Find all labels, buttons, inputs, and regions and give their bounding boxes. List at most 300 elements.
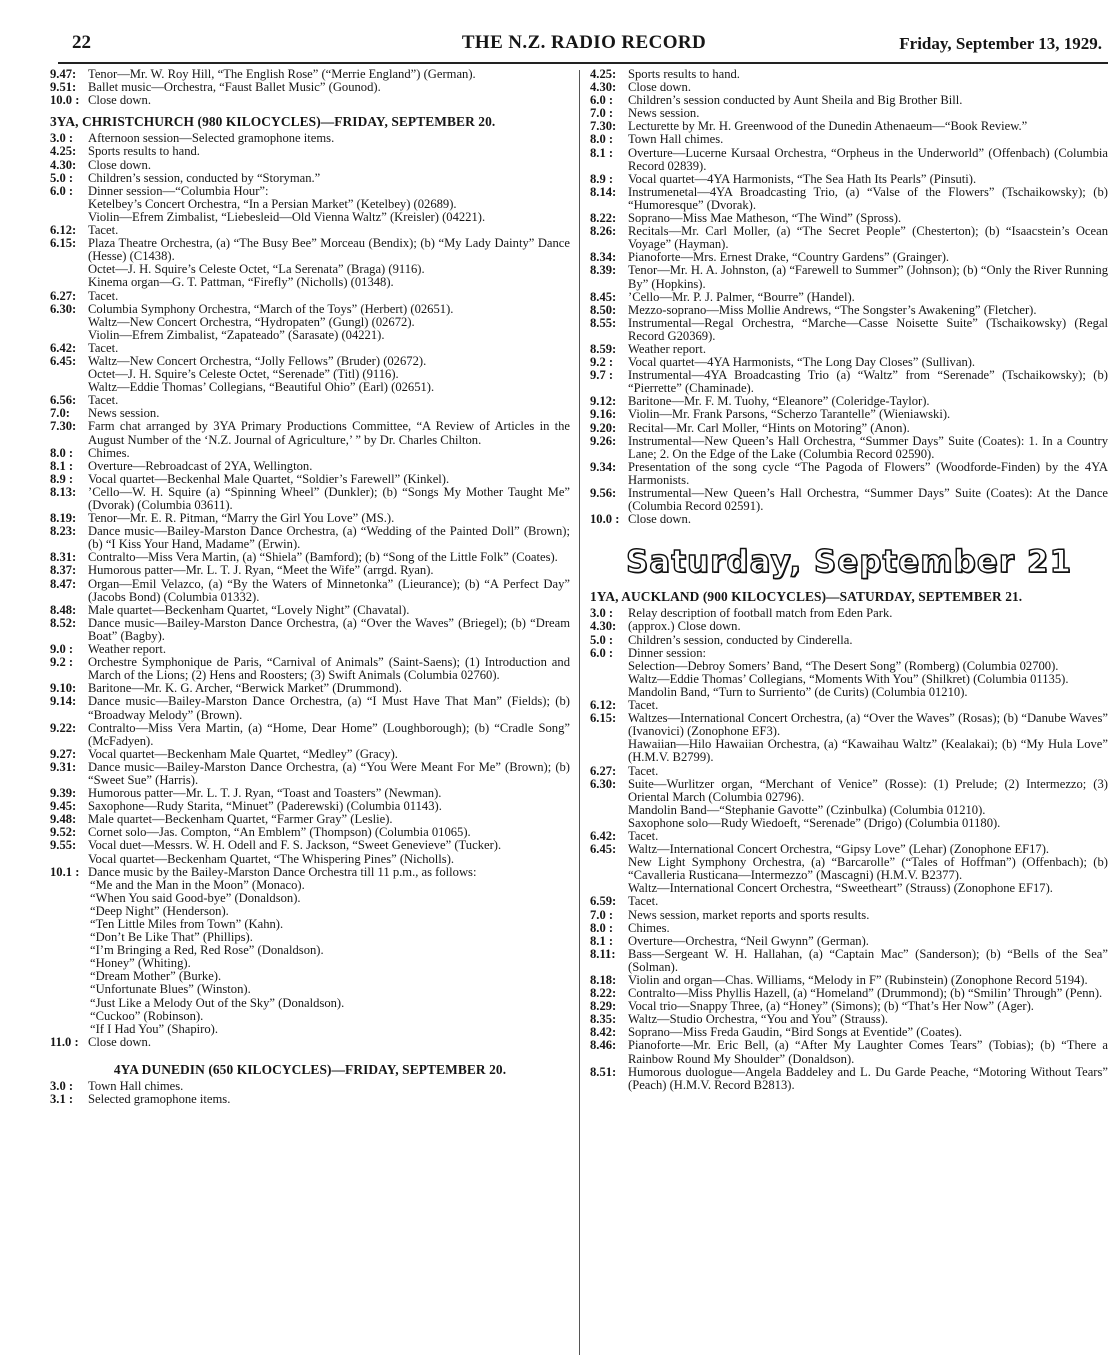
dunedin-schedule-continued xyxy=(590,68,1108,526)
schedule-entry xyxy=(590,922,1108,935)
schedule-entry xyxy=(590,369,1108,395)
entry-time: 8.9 : xyxy=(50,471,74,486)
entry-time: 9.2 : xyxy=(590,355,614,370)
song-title: “When You said Good-bye” (Donaldson). xyxy=(90,890,301,905)
entry-time: 6.56: xyxy=(50,393,77,408)
entry-time: 6.27: xyxy=(50,288,77,303)
entry-time: 6.12: xyxy=(590,698,617,713)
song-title: “Don’t Be Like That” (Phillips). xyxy=(90,930,253,945)
entry-time: 8.59: xyxy=(590,341,617,356)
entry-text: Waltz—Studio Orchestra, “You and You” (Strauss). xyxy=(628,1012,889,1027)
entry-text: Violin—Efrem Zimbalist, “Liebesleid—Old Vienna Waltz” (Kreisler) (04221). xyxy=(88,209,486,224)
entry-time: 8.37: xyxy=(50,563,77,578)
entry-text: Waltz—New Concert Orchestra, “Jolly Fellows” (Bruder) (02672). xyxy=(88,353,427,368)
schedule-entry xyxy=(590,264,1108,290)
entry-text: Weather report. xyxy=(628,341,707,356)
entry-text: Octet—J. H. Squire’s Celeste Octet, “Serenade” (Titl) (9116). xyxy=(88,367,399,382)
entry-text: Columbia Symphony Orchestra, “March of the Toys” (Herbert) (02651). xyxy=(88,301,454,316)
entry-text: Overture—Lucerne Kursaal Orchestra, “Orpheus in the Underworld” (Offenbach) (Columbia Record 02839). xyxy=(628,145,1108,173)
schedule-entry xyxy=(590,317,1108,343)
schedule-entry xyxy=(50,381,570,394)
entry-time: 6.30: xyxy=(50,301,77,316)
entry-text: Vocal quartet—Beckenhal Male Quartet, “Soldier’s Farewell” (Kinkel). xyxy=(88,471,450,486)
entry-time: 8.47: xyxy=(50,576,77,591)
entry-text: ’Cello—Mr. P. J. Palmer, “Bourre” (Handel). xyxy=(628,289,855,304)
entry-time: 8.22: xyxy=(590,211,617,226)
entry-time: 6.15: xyxy=(590,711,617,726)
entry-time: 10.0 : xyxy=(590,512,620,527)
entry-text: Male quartet—Beckenham Quartet, “Lovely Night” (Chavatal). xyxy=(88,602,410,617)
entry-text: Mandolin Band, “Turn to Surriento” (de Curits) (Columbia 01210). xyxy=(628,684,968,699)
entry-time: 6.15: xyxy=(50,236,77,251)
entry-time: 8.23: xyxy=(50,524,77,539)
schedule-entry xyxy=(50,695,570,721)
entry-time: 8.48: xyxy=(50,602,77,617)
schedule-entry xyxy=(50,656,570,682)
entry-text: News session. xyxy=(628,106,700,121)
entry-time: 9.56: xyxy=(590,486,617,500)
schedule-entry xyxy=(590,620,1108,633)
entry-time: 9.12: xyxy=(590,394,617,409)
entry-text: Violin and organ—Chas. Williams, “Melody in F” (Rubinstein) (Zonophone Record 5194). xyxy=(628,973,1088,987)
entry-time: 9.39: xyxy=(50,786,77,801)
song-title: “Me and the Man in the Moon” (Monaco). xyxy=(90,877,305,892)
entry-text: Vocal trio—Snappy Three, (a) “Honey” (Simons); (b) “That’s Her Now” (Ager). xyxy=(628,999,1034,1014)
entry-time: 4.30: xyxy=(590,619,617,634)
schedule-entry xyxy=(50,290,570,303)
entry-time: 9.16: xyxy=(590,407,617,422)
entry-text: Sports results to hand. xyxy=(628,68,740,81)
entry-text: Waltz—International Concert Orchestra, “Gipsy Love” (Lehar) (Zonophone EF17). xyxy=(628,842,1050,857)
schedule-entry xyxy=(50,866,570,879)
entry-text: Afternoon session—Selected gramophone items. xyxy=(88,131,335,146)
schedule-entry xyxy=(590,686,1108,699)
entry-text: Tenor—Mr. E. R. Pitman, “Marry the Girl You Love” (MS.). xyxy=(88,511,395,526)
dance-song-list xyxy=(50,879,570,1036)
entry-text: Selected gramophone items. xyxy=(88,1092,231,1107)
entry-text: Instrumental—New Queen’s Hall Orchestra, “Summer Days” Suite (Coates): At the Dance (Columbia Record 02591). xyxy=(628,486,1108,514)
left-column xyxy=(50,68,570,1358)
schedule-entry xyxy=(590,673,1108,686)
song-title: “Cuckoo” (Robinson). xyxy=(90,1008,204,1023)
entry-text: Close down. xyxy=(628,80,691,95)
entry-text: Vocal quartet—4YA Harmonists, “The Long Day Closes” (Sullivan). xyxy=(628,355,976,370)
entry-time: 8.35: xyxy=(590,1012,617,1027)
entry-text: Presentation of the song cycle “The Pagoda of Flowers” (Woodforde-Finden) by the 4YA Harmonists. xyxy=(628,459,1108,487)
entry-time: 4.25: xyxy=(50,144,77,159)
schedule-entry xyxy=(590,461,1108,487)
entry-text: Farm chat arranged by 3YA Primary Productions Committee, “A Review of Articles in the August Number of the ‘N.Z. Journal of Agriculture,’ ” by Dr. Charles Chilton. xyxy=(88,419,570,447)
entry-text: Humorous duologue—Angela Baddeley and L. Du Garde Peache, “Motoring Without Tears” (Peach) (H.M.V. Record B2813). xyxy=(628,1064,1108,1092)
entry-text: Waltz—Eddie Thomas’ Collegians, “Moments With You” (Shilkret) (Columbia 01135). xyxy=(628,671,1069,686)
entry-time: 6.0 : xyxy=(590,93,614,108)
entry-text: Dance music by the Bailey-Marston Dance Orchestra till 11 p.m., as follows: xyxy=(88,864,477,879)
schedule-entry xyxy=(50,853,570,866)
entry-time: 8.55: xyxy=(590,315,617,330)
entry-time: 8.0 : xyxy=(50,445,74,460)
entry-time: 8.26: xyxy=(590,224,617,239)
issue-date: Friday, September 13, 1929. xyxy=(899,34,1102,53)
entry-text: Tacet. xyxy=(628,763,659,778)
entry-time: 11.0 : xyxy=(50,1034,79,1049)
entry-text: Tacet. xyxy=(88,340,119,355)
entry-text: Instrumenetal—4YA Broadcasting Trio, (a) “Valse of the Flowers” (Tschaikowsky); (b) “Humoresque” (Dvorak). xyxy=(628,184,1108,212)
entry-time: 6.59: xyxy=(590,894,617,909)
entry-time: 3.0 : xyxy=(50,1079,74,1094)
entry-text: Instrumental—4YA Broadcasting Trio (a) “Waltz” from “Serenade” (Tschaikowsky); (b) “Pierrette” (Chaminade). xyxy=(628,368,1108,396)
entry-text: Recital—Mr. Carl Moller, “Hints on Motoring” (Anon). xyxy=(628,420,910,435)
entry-time: 4.30: xyxy=(590,80,617,95)
entry-time: 7.0: xyxy=(50,406,70,421)
entry-time: 9.0 : xyxy=(50,642,74,657)
entry-text: Contralto—Miss Vera Martin, (a) “Home, Dear Home” (Loughborough); (b) “Cradle Song” (McFadyen). xyxy=(88,720,570,748)
entry-text: Overture—Orchestra, “Neil Gwynn” (German). xyxy=(628,933,869,948)
entry-text: Recitals—Mr. Carl Moller, (a) “The Secret People” (Chesterton); (b) “Isaacstein’s Ocean Voyage” (Hayman). xyxy=(628,224,1108,252)
entry-time: 6.30: xyxy=(590,776,617,791)
schedule-entry xyxy=(590,487,1108,513)
entry-time: 9.34: xyxy=(590,459,617,474)
schedule-entry xyxy=(50,342,570,355)
entry-text: Dinner session: xyxy=(628,645,707,660)
schedule-entry xyxy=(590,895,1108,908)
song-title: “If I Had You” (Shapiro). xyxy=(90,1021,219,1036)
schedule-entry xyxy=(50,185,570,198)
entry-text: Male quartet—Beckenham Quartet, “Farmer Gray” (Leslie). xyxy=(88,812,393,827)
publication-title: THE N.Z. RADIO RECORD xyxy=(461,32,707,53)
entry-text: Relay description of football match from Eden Park. xyxy=(628,606,893,621)
entry-time: 10.0 : xyxy=(50,93,80,108)
schedule-entry xyxy=(590,634,1108,647)
schedule-entry xyxy=(590,647,1108,660)
song-title: “Deep Night” (Henderson). xyxy=(90,903,229,918)
entry-time: 9.7 : xyxy=(590,368,614,383)
entry-time: 7.0 : xyxy=(590,106,614,121)
schedule-entry xyxy=(50,237,570,263)
entry-text: Contralto—Miss Phyllis Hazell, (a) “Homeland” (Drummond); (b) “Smilin’ Through” (Penn). xyxy=(628,986,1103,1001)
entry-time: 9.52: xyxy=(50,825,77,840)
entry-text: Tacet. xyxy=(628,698,659,713)
entry-time: 8.39: xyxy=(590,263,617,278)
schedule-entry xyxy=(590,186,1108,212)
entry-time: 10.1 : xyxy=(50,864,80,879)
entry-text: Octet—J. H. Squire’s Celeste Octet, “La Serenata” (Braga) (9116). xyxy=(88,262,425,277)
station-heading-dunedin: 4YA DUNEDIN (650 KILOCYCLES)—FRIDAY, SEPTEMBER 20. xyxy=(113,1061,507,1077)
entry-time: 8.22: xyxy=(590,986,617,1001)
dunedin-schedule xyxy=(50,1080,570,1106)
right-column xyxy=(590,68,1108,1358)
entry-text: Plaza Theatre Orchestra, (a) “The Busy Bee” Morceau (Bendix); (b) “My Lady Dainty” Dance (Hesse) (C1438). xyxy=(88,236,570,264)
christchurch-schedule xyxy=(50,132,570,878)
entry-text: Kinema organ—G. T. Pattman, “Firefly” (Nicholls) (01348). xyxy=(88,275,394,290)
entry-time: 3.1 : xyxy=(50,1092,74,1107)
entry-text: Saxophone solo—Rudy Wiedoeft, “Serenade” (Drigo) (Columbia 01180). xyxy=(628,815,1001,830)
schedule-entry xyxy=(590,435,1108,461)
entry-time: 8.0 : xyxy=(590,132,614,147)
entry-text: Children’s session conducted by Aunt Sheila and Big Brother Bill. xyxy=(628,93,963,108)
schedule-entry xyxy=(590,804,1108,817)
entry-time: 9.27: xyxy=(50,746,77,761)
schedule-entry xyxy=(590,422,1108,435)
schedule-entry xyxy=(50,1036,570,1049)
schedule-entry xyxy=(590,778,1108,804)
schedule-entry xyxy=(590,133,1108,146)
entry-time: 6.0 : xyxy=(590,645,614,660)
schedule-entry xyxy=(590,173,1108,186)
entry-text: Town Hall chimes. xyxy=(88,1079,184,1094)
entry-text: Baritone—Mr. F. M. Tuohy, “Eleanore” (Coleridge-Taylor). xyxy=(628,394,930,409)
song-title: “Just Like a Melody Out of the Sky” (Donaldson). xyxy=(90,995,345,1010)
entry-text: Dinner session—“Columbia Hour”: xyxy=(88,183,269,198)
entry-text: Close down. xyxy=(628,512,691,527)
entry-text: Selection—Debroy Somers’ Band, “The Desert Song” (Romberg) (Columbia 02700). xyxy=(628,658,1059,673)
entry-time: 8.9 : xyxy=(590,171,614,186)
schedule-entry xyxy=(50,303,570,316)
entry-text: Violin—Efrem Zimbalist, “Zapateado” (Sarasate) (04221). xyxy=(88,327,385,342)
song-title: “I’m Bringing a Red, Red Rose” (Donaldson). xyxy=(90,943,324,958)
entry-time: 8.29: xyxy=(590,999,617,1014)
schedule-entry xyxy=(50,761,570,787)
schedule-entry xyxy=(50,722,570,748)
entry-time: 9.20: xyxy=(590,420,617,435)
entry-text: Ketelbey’s Concert Orchestra, “In a Persian Market” (Ketelbey) (02689). xyxy=(88,196,457,211)
entry-time: 7.30: xyxy=(50,419,77,434)
entry-time: 8.14: xyxy=(590,184,617,199)
entry-text: Children’s session, conducted by Cinderella. xyxy=(628,632,853,647)
entry-text: Pianoforte—Mr. Eric Bell, (a) “After My Laughter Comes Tears” (Tobias); (b) “There a Rainbow Round My Shoulder” (Donaldson). xyxy=(628,1038,1108,1066)
song-title: “Ten Little Miles from Town” (Kahn). xyxy=(90,917,284,931)
entry-text: Tenor—Mr. W. Roy Hill, “The English Rose” (“Merrie England”) (German). xyxy=(88,68,476,81)
entry-text: Orchestre Symphonique de Paris, “Carnival of Animals” (Saint-Saens); (1) Introduction and March of the Lions; (2) Hens and Roosters; (3) Swift Animals (Columbia 02760). xyxy=(88,655,570,683)
schedule-entry xyxy=(50,172,570,185)
entry-text: Dance music—Bailey-Marston Dance Orchestra, (a) “Over the Waves” (Briegel); (b) “Dream Boat” (Bagby). xyxy=(88,615,570,643)
song-title: “Honey” (Whiting). xyxy=(90,956,191,971)
entry-text: Tacet. xyxy=(628,828,659,843)
entry-time: 8.1 : xyxy=(590,933,614,948)
schedule-entry xyxy=(50,198,570,211)
page-header xyxy=(62,30,1106,60)
schedule-entry xyxy=(50,525,570,551)
header-rule xyxy=(58,62,1108,64)
entry-text: Sports results to hand. xyxy=(88,144,200,159)
entry-time: 6.0 : xyxy=(50,183,74,198)
entry-time: 7.0 : xyxy=(590,907,614,922)
entry-time: 8.0 : xyxy=(590,920,614,935)
entry-time: 3.0 : xyxy=(590,606,614,621)
entry-time: 6.45: xyxy=(590,842,617,857)
schedule-entry xyxy=(590,935,1108,948)
entry-time: 8.34: xyxy=(590,250,617,265)
entry-text: Town Hall chimes. xyxy=(628,132,724,147)
entry-time: 9.45: xyxy=(50,799,77,814)
entry-time: 8.13: xyxy=(50,484,77,499)
entry-time: 8.11: xyxy=(590,946,616,961)
entry-time: 9.22: xyxy=(50,720,77,735)
auckland-schedule xyxy=(590,607,1108,1091)
entry-text: Tenor—Mr. H. A. Johnston, (a) “Farewell to Summer” (Johnson); (b) “Only the River Running By” (Hopkins). xyxy=(628,263,1108,291)
entry-text: Dance music—Bailey-Marston Dance Orchestra, (a) “You Were Meant For Me” (Brown); (b) “Sweet Sue” (Harris). xyxy=(88,759,570,787)
entry-time: 8.31: xyxy=(50,550,77,565)
schedule-entry xyxy=(50,159,570,172)
entry-text: (approx.) Close down. xyxy=(628,619,741,634)
schedule-entry xyxy=(50,329,570,342)
entry-time: 9.26: xyxy=(590,433,617,448)
entry-text: Hawaiian—Hilo Hawaiian Orchestra, (a) “Kawaihau Waltz” (Kealakai); (b) “My Hula Love” (H.M.V. B2799). xyxy=(628,737,1108,765)
schedule-entry xyxy=(590,765,1108,778)
entry-text: Baritone—Mr. K. G. Archer, “Berwick Market” (Drummond). xyxy=(88,681,402,696)
schedule-entry xyxy=(50,447,570,460)
entry-text: Chimes. xyxy=(88,445,130,460)
schedule-entry xyxy=(50,316,570,329)
schedule-entry xyxy=(50,578,570,604)
entry-time: 8.19: xyxy=(50,511,77,526)
entry-text: Instrumental—Regal Orchestra, “Marche—Casse Noisette Suite” (Tschaikowsky) (Regal Record G20369). xyxy=(628,315,1108,343)
entry-text: Pianoforte—Mrs. Ernest Drake, “Country Gardens” (Grainger). xyxy=(628,250,950,265)
schedule-entry xyxy=(50,604,570,617)
entry-text: Close down. xyxy=(88,93,151,108)
schedule-entry xyxy=(50,617,570,643)
entry-text: Vocal quartet—4YA Harmonists, “The Sea Hath Its Pearls” (Pinsuti). xyxy=(628,171,977,186)
schedule-entry xyxy=(590,948,1108,974)
schedule-entry xyxy=(590,225,1108,251)
schedule-entry xyxy=(50,748,570,761)
entry-text: Waltz—International Concert Orchestra, “Sweetheart” (Strauss) (Zonophone EF17). xyxy=(628,881,1053,896)
schedule-entry xyxy=(590,513,1108,526)
entry-time: 8.50: xyxy=(590,302,617,317)
entry-text: Close down. xyxy=(88,157,151,172)
schedule-entry xyxy=(50,420,570,446)
entry-text: Humorous patter—Mr. L. T. J. Ryan, “Toast and Toasters” (Newman). xyxy=(88,786,442,801)
entry-text: Chimes. xyxy=(628,920,670,935)
entry-text: Mandolin Band—“Stephanie Gavotte” (Czinbulka) (Columbia 01210). xyxy=(628,802,986,817)
entry-time: 9.51: xyxy=(50,80,77,95)
schedule-entry xyxy=(50,473,570,486)
entry-text: Saxophone—Rudy Starita, “Minuet” (Paderewski) (Columbia 01143). xyxy=(88,799,442,814)
entry-time: 7.30: xyxy=(590,119,617,134)
entry-text: Humorous patter—Mr. L. T. J. Ryan, “Meet the Wife” (arrgd. Ryan). xyxy=(88,563,434,578)
entry-text: Tacet. xyxy=(88,288,119,303)
entry-time: 9.55: xyxy=(50,838,77,853)
schedule-entry xyxy=(50,564,570,577)
entry-text: Mezzo-soprano—Miss Mollie Andrews, “The Songster’s Awakening” (Fletcher). xyxy=(628,302,1037,317)
entry-time: 9.48: xyxy=(50,812,77,827)
schedule-entry xyxy=(50,839,570,852)
entry-text: Bass—Sergeant W. H. Hallahan, (a) “Captain Mac” (Sanderson); (b) “Bells of the Sea” (Solman). xyxy=(628,946,1108,974)
entry-text: Violin—Mr. Frank Parsons, “Scherzo Tarantelle” (Wieniawski). xyxy=(628,407,951,422)
entry-text: Vocal duet—Messrs. W. H. Odell and F. S. Jackson, “Sweet Genevieve” (Tucker). xyxy=(88,838,502,853)
schedule-entry xyxy=(590,856,1108,882)
schedule-entry xyxy=(590,882,1108,895)
entry-time: 8.1 : xyxy=(590,145,614,160)
entry-text: Waltzes—International Concert Orchestra, (a) “Over the Waves” (Rosas); (b) “Danube Waves” (Ivanovici) (Zonophone EF3). xyxy=(628,711,1108,739)
entry-time: 8.18: xyxy=(590,973,617,987)
page-number: 22 xyxy=(72,32,91,53)
entry-text: Vocal quartet—Beckenham Male Quartet, “Medley” (Gracy). xyxy=(88,746,398,761)
schedule-entry xyxy=(590,817,1108,830)
entry-text: Cornet solo—Jas. Compton, “An Emblem” (Thompson) (Columbia 01065). xyxy=(88,825,471,840)
schedule-entry xyxy=(590,712,1108,738)
entry-text: New Light Symphony Orchestra, (a) “Barcarolle” (“Tales of Hoffman”) (Offenbach); (b) “Cavalleria Rusticana—Intermezzo” (Mascagni) (H.M.V. B2377). xyxy=(628,855,1108,883)
schedule-entry xyxy=(50,145,570,158)
entry-text: Ballet music—Orchestra, “Faust Ballet Music” (Gounod). xyxy=(88,80,381,95)
entry-time: 8.42: xyxy=(590,1025,617,1040)
schedule-entry xyxy=(590,660,1108,673)
schedule-entry xyxy=(590,408,1108,421)
schedule-entry xyxy=(50,211,570,224)
entry-text: Children’s session, conducted by “Storyman.” xyxy=(88,170,321,185)
schedule-entry xyxy=(590,1066,1108,1092)
entry-time: 6.42: xyxy=(590,828,617,843)
entry-text: Soprano—Miss Freda Gaudin, “Bird Songs at Eventide” (Coates). xyxy=(628,1025,963,1040)
entry-text: Vocal quartet—Beckenham Quartet, “The Whispering Pines” (Nicholls). xyxy=(88,851,455,866)
day-heading: Saturday, September 21 xyxy=(625,544,1073,581)
station-heading-auckland: 1YA, AUCKLAND (900 KILOCYCLES)—SATURDAY, SEPTEMBER 21. xyxy=(590,589,1023,605)
entry-text: Soprano—Miss Mae Matheson, “The Wind” (Spross). xyxy=(628,211,902,226)
entry-time: 3.0 : xyxy=(50,131,74,146)
entry-time: 6.27: xyxy=(590,763,617,778)
schedule-entry xyxy=(50,94,570,107)
entry-time: 6.45: xyxy=(50,353,77,368)
schedule-entry xyxy=(590,147,1108,173)
schedule-entry xyxy=(590,304,1108,317)
entry-text: Dance music—Bailey-Marston Dance Orchestra, (a) “I Must Have That Man” (Fields); (b) “Broadway Melody” (Brown). xyxy=(88,694,570,722)
entry-text: News session. xyxy=(88,406,160,421)
entry-text: Waltz—Eddie Thomas’ Collegians, “Beautiful Ohio” (Earl) (02651). xyxy=(88,380,435,395)
schedule-entry xyxy=(590,291,1108,304)
entry-time: 9.2 : xyxy=(50,655,74,670)
schedule-entry xyxy=(590,909,1108,922)
song-title: “Unfortunate Blues” (Winston). xyxy=(90,982,251,997)
entry-text: Tacet. xyxy=(88,223,119,238)
entry-text: Tacet. xyxy=(88,393,119,408)
top-entries xyxy=(50,68,570,107)
entry-text: Instrumental—New Queen’s Hall Orchestra, “Summer Days” Suite (Coates): 1. In a Country Lane; 2. On the Edge of the Lake (Columbia Record 02590). xyxy=(628,433,1108,461)
entry-time: 8.51: xyxy=(590,1064,617,1079)
schedule-entry xyxy=(50,460,570,473)
entry-text: News session, market reports and sports results. xyxy=(628,907,870,922)
station-heading-christchurch: 3YA, CHRISTCHURCH (980 KILOCYCLES)—FRIDAY, SEPTEMBER 20. xyxy=(50,114,496,130)
entry-text: Overture—Rebroadcast of 2YA, Wellington. xyxy=(88,458,313,473)
schedule-entry xyxy=(50,276,570,289)
entry-time: 4.30: xyxy=(50,157,77,172)
entry-text: Dance music—Bailey-Marston Dance Orchestra, (a) “Wedding of the Painted Doll” (Brown); (b) “I Kiss Your Hand, Madame” (Erwin). xyxy=(88,524,570,552)
entry-text: Contralto—Miss Vera Martin, (a) “Shiela” (Bamford); (b) “Song of the Little Folk” (Coates). xyxy=(88,550,558,565)
schedule-entry xyxy=(590,738,1108,764)
entry-text: Organ—Emil Velazco, (a) “By the Waters of Minnetonka” (Lieurance); (b) “A Perfect Day” (Jacobs Bond) (Columbia 01332). xyxy=(88,576,570,604)
entry-text: Lecturette by Mr. H. Greenwood of the Dunedin Athenaeum—“Book Review.” xyxy=(628,119,1028,134)
entry-time: 6.42: xyxy=(50,340,77,355)
christchurch-closing xyxy=(50,1036,570,1049)
entry-time: 9.47: xyxy=(50,68,77,81)
entry-text: Close down. xyxy=(88,1034,151,1049)
schedule-entry xyxy=(50,1093,570,1106)
entry-time: 6.12: xyxy=(50,223,77,238)
entry-text: ’Cello—W. H. Squire (a) “Spinning Wheel” (Dunkler); (b) “Songs My Mother Taught Me” (Dvorak) (Columbia 03611). xyxy=(88,484,570,512)
column-divider xyxy=(579,70,580,1355)
entry-time: 5.0 : xyxy=(590,632,614,647)
entry-text: Suite—Wurlitzer organ, “Merchant of Venice” (Rosse): (1) Prelude; (2) Intermezzo; (3) Oriental March (Columbia 02796). xyxy=(628,776,1108,804)
schedule-entry xyxy=(50,486,570,512)
entry-time: 9.10: xyxy=(50,681,77,696)
entry-time: 8.1 : xyxy=(50,458,74,473)
entry-time: 8.52: xyxy=(50,615,77,630)
entry-text: Tacet. xyxy=(628,894,659,909)
entry-time: 9.14: xyxy=(50,694,77,709)
schedule-entry xyxy=(590,1039,1108,1065)
entry-time: 8.46: xyxy=(590,1038,617,1053)
song-title: “Dream Mother” (Burke). xyxy=(90,969,222,984)
entry-text: Waltz—New Concert Orchestra, “Hydropaten” (Gungl) (02672). xyxy=(88,314,415,329)
entry-text: Weather report. xyxy=(88,642,167,657)
